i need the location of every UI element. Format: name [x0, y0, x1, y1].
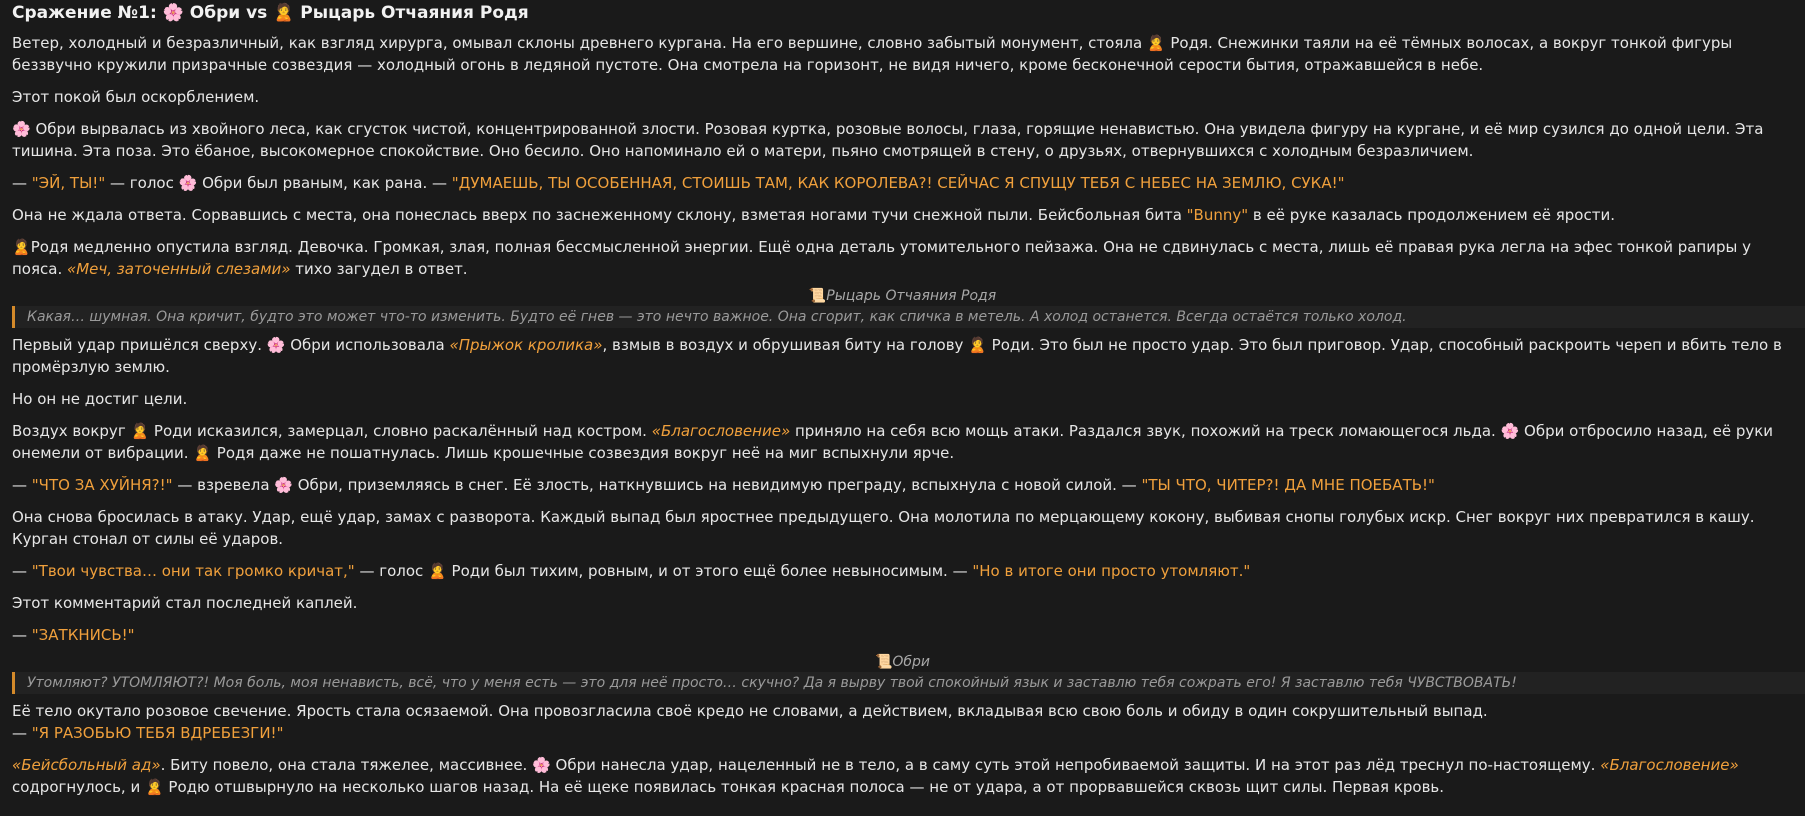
- flower-icon: 🌸: [266, 336, 286, 354]
- dialogue-line: [12, 624, 1793, 646]
- title-fighter2: Рыцарь Отчаяния Родя: [294, 3, 529, 23]
- text: приняло на себя всю мощь атаки. Раздался звук, похожий на треск ломающегося льда.: [790, 422, 1501, 440]
- text: — взревела: [172, 476, 275, 494]
- quote: "Bunny": [1186, 206, 1249, 224]
- flower-icon: 🌸: [178, 174, 198, 192]
- person-icon: 🙎: [144, 778, 164, 796]
- paragraph: [12, 754, 1793, 798]
- scroll-icon: 📜: [808, 288, 827, 304]
- quote: "ЗАТКНИСЬ!": [31, 626, 135, 644]
- paragraph: Её тело окутало розовое свечение. Ярость стала осязаемой. Она провозгласила своё кредо не словами, а действием, вкладывая всю свою боль и обиду в один сокрушительный выпад.: [12, 702, 1488, 720]
- person-icon: 🙎: [193, 444, 213, 462]
- text: Обри нанесла удар, нацеленный не в тело, а в саму суть этой непробиваемой защиты. И на этот раз лёд треснул по-настоящему.: [550, 756, 1601, 774]
- skill-name: «Благословение»: [651, 422, 791, 440]
- quote: "ЭЙ, ТЫ!": [31, 174, 106, 192]
- text: —: [12, 174, 32, 192]
- text: Родя. Снежинки таяли на её тёмных волосах, а вокруг тонкой фигуры беззвучно кружили призрачные созвездия — холодный огонь в ледяной пустоте. Она смотрела на горизонт, не видя ничего, кроме бесконечной серости бытия, отражавшейся в небе.: [12, 34, 1733, 74]
- text: , взмыв в воздух и обрушивая биту на голову: [602, 336, 969, 354]
- skill-name: «Бейсбольный ад»: [12, 756, 161, 774]
- dialogue-line: [12, 722, 1793, 744]
- text: —: [12, 626, 32, 644]
- paragraph: Этот покой был оскорблением.: [12, 88, 260, 106]
- person-icon: 🙎: [428, 562, 447, 580]
- quote: "Я РАЗОБЬЮ ТЕБЯ ВДРЕБЕЗГИ!": [31, 724, 284, 742]
- quote: "Но в итоге они просто утомляют.": [972, 562, 1251, 580]
- paragraph: [12, 334, 1793, 378]
- scroll-icon: 📜: [874, 654, 893, 670]
- quote: "Твои чувства… они так громко кричат,": [31, 562, 355, 580]
- text: в её руке казалась продолжением её ярости.: [1248, 206, 1615, 224]
- dialogue-line: [12, 172, 1793, 194]
- text: Роди был тихим, ровным, и от этого ещё более невыносимым. —: [446, 562, 973, 580]
- text: Воздух вокруг: [12, 422, 131, 440]
- text: —: [12, 562, 32, 580]
- skill-name: «Прыжок кролика»: [449, 336, 603, 354]
- thought-header: [12, 652, 1793, 672]
- text: Роди исказился, замерцал, словно раскалённый над костром.: [149, 422, 652, 440]
- paragraph: Этот комментарий стал последней каплей.: [12, 594, 358, 612]
- text: Родя даже не пошатнулась. Лишь крошечные созвездия вокруг неё на миг вспыхнули ярче.: [212, 444, 955, 462]
- paragraph: [12, 32, 1793, 76]
- text: —: [12, 476, 32, 494]
- flower-icon: 🌸: [532, 756, 551, 774]
- thought-speaker: Обри: [892, 654, 931, 670]
- text: — голос: [354, 562, 429, 580]
- text: Родю отшвырнуло на несколько шагов назад. На её щеке появилась тонкая красная полоса — не от удара, а от прорвавшейся сквозь щит силы. Первая кровь.: [163, 778, 1445, 796]
- text: —: [12, 724, 32, 742]
- thought-speaker: Рыцарь Отчаяния Родя: [826, 288, 997, 304]
- text: Первый удар пришёлся сверху.: [12, 336, 267, 354]
- text: Обри вырвалась из хвойного леса, как сгусток чистой, концентрированной злости. Розовая куртка, розовые волосы, глаза, горящие ненавистью. Она увидела фигуру на кургане, и её мир сузился до одной цели. Эта тишина. Эта поза. Это ёбаное, высокомерное спокойствие. Оно бесило. Оно напоминало ей о матери, пьяно смотрящей в стену, о друзьях, отвернувшихся с холодным безразличием.: [12, 120, 1764, 160]
- battle-title: [12, 0, 1793, 25]
- text: Обри отбросило назад, её руки онемели от вибрации.: [12, 422, 1774, 462]
- dialogue-line: [12, 474, 1793, 496]
- person-icon: 🙎: [1146, 34, 1166, 52]
- text: Родя медленно опустила взгляд. Девочка. Громкая, злая, полная бессмысленной энергии. Ещё одна деталь утомительного пейзажа. Она не сдвинулась с места, лишь её правая рука легла на эфес тонкой рапиры у пояса.: [12, 238, 1751, 278]
- person-icon: 🙎: [968, 336, 987, 354]
- text: Обри был рваным, как рана. —: [197, 174, 452, 192]
- text: содрогнулось, и: [12, 778, 145, 796]
- person-icon: 🙎: [273, 3, 295, 23]
- text: тихо загудел в ответ.: [290, 260, 468, 278]
- paragraph: [12, 118, 1793, 162]
- paragraph: [12, 236, 1793, 280]
- dialogue-line: [12, 560, 1793, 582]
- title-prefix: Сражение №1:: [12, 3, 163, 23]
- text: Ветер, холодный и безразличный, как взгляд хирурга, омывал склоны древнего кургана. На его вершине, словно забытый монумент, стояла: [12, 34, 1147, 52]
- quote: "ТЫ ЧТО, ЧИТЕР?! ДА МНЕ ПОЕБАТЬ!": [1141, 476, 1435, 494]
- thought-block: Утомляют? УТОМЛЯЮТ?! Моя боль, моя ненависть, всё, что у меня есть — это для неё просто… скучно? Да я вырву твой спокойный язык и заставлю тебя сожрать его! Я заставлю тебя ЧУВСТВОВАТЬ!: [12, 672, 1805, 694]
- text: . Биту повело, она стала тяжелее, массивнее.: [160, 756, 533, 774]
- quote: "ДУМАЕШЬ, ТЫ ОСОБЕННАЯ, СТОИШЬ ТАМ, КАК КОРОЛЕВА?! СЕЙЧАС Я СПУЩУ ТЕБЯ С НЕБЕС НА ЗЕМЛЮ, СУКА!": [451, 174, 1345, 192]
- flower-icon: 🌸: [1500, 422, 1520, 440]
- text: Роди. Это был не просто удар. Это был приговор. Удар, способный раскроить череп и вбить тело в промёрзлую землю.: [12, 336, 1782, 376]
- thought-block: Какая… шумная. Она кричит, будто это может что-то изменить. Будто её гнев — это нечто важное. Она сгорит, как спичка в метель. А холод останется. Всегда остаётся только холод.: [12, 306, 1805, 328]
- flower-icon: 🌸: [274, 476, 293, 494]
- paragraph: Но он не достиг цели.: [12, 390, 188, 408]
- person-icon: 🙎: [130, 422, 150, 440]
- text: Она не ждала ответа. Сорвавшись с места, она понеслась вверх по заснеженному склону, взметая ногами тучи снежной пыли. Бейсбольная бита: [12, 206, 1187, 224]
- text: Обри использовала: [285, 336, 450, 354]
- paragraph: [12, 204, 1793, 226]
- text: — голос: [105, 174, 179, 192]
- flower-icon: 🌸: [162, 3, 184, 23]
- paragraph: [12, 420, 1793, 464]
- paragraph: Она снова бросилась в атаку. Удар, ещё удар, замах с разворота. Каждый выпад был яростнее предыдущего. Она молотила по мерцающему кокону, выбивая снопы голубых искр. Снег вокруг них превратился в кашу. Курган стонал от силы её ударов.: [12, 508, 1755, 548]
- person-icon: 🙎: [12, 238, 31, 256]
- skill-name: «Благословение»: [1600, 756, 1739, 774]
- flower-icon: 🌸: [12, 120, 31, 138]
- skill-name: «Меч, заточенный слезами»: [66, 260, 291, 278]
- quote: "ЧТО ЗА ХУЙНЯ?!": [31, 476, 173, 494]
- thought-header: [12, 286, 1793, 306]
- title-fighter1: Обри vs: [183, 3, 274, 23]
- text: Обри, приземляясь в снег. Её злость, наткнувшись на невидимую преграду, вспыхнула с новой силой. —: [292, 476, 1142, 494]
